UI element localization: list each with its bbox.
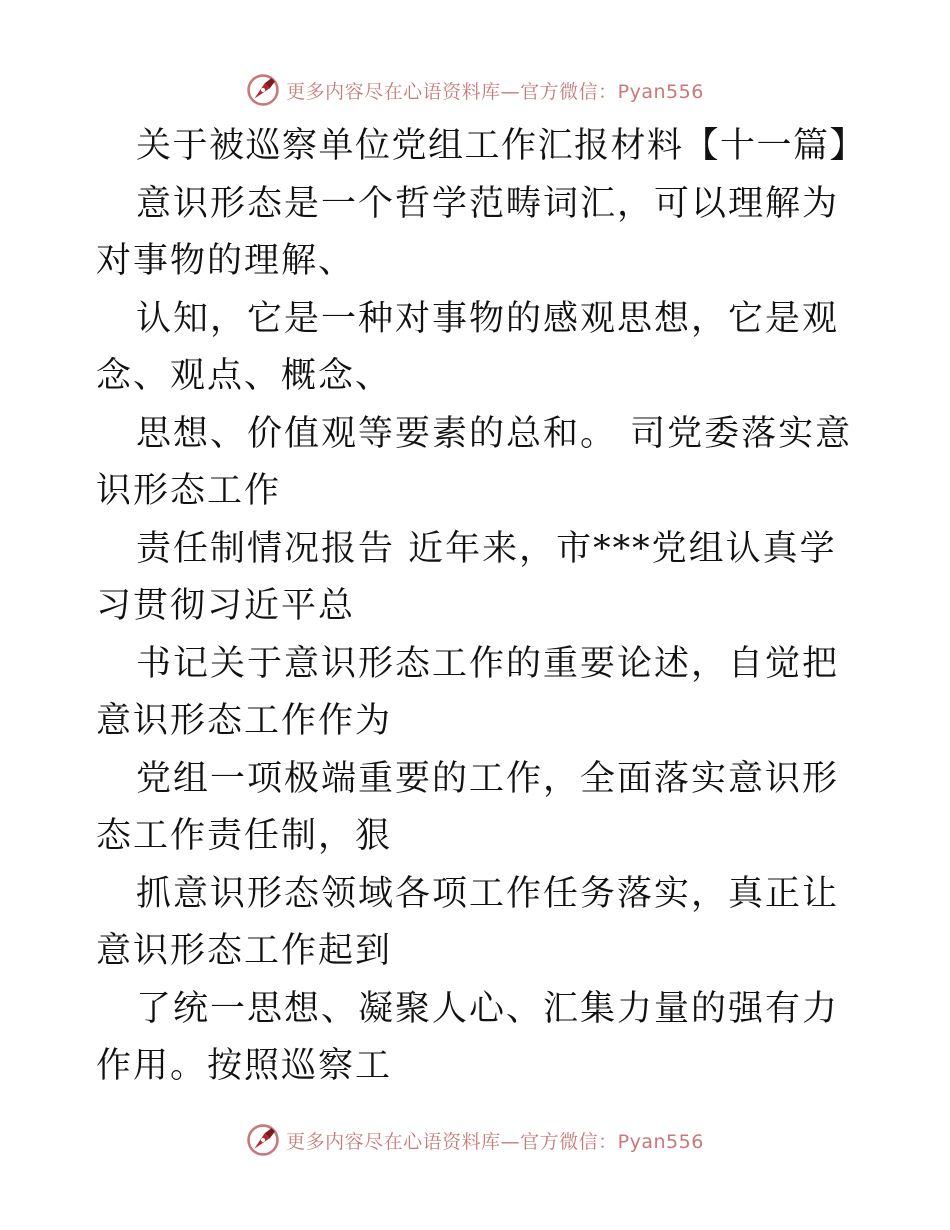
paragraph: 书记关于意识形态工作的重要论述，自觉把意识形态工作作为 bbox=[96, 643, 840, 741]
footer-watermark-banner bbox=[0, 1118, 950, 1162]
paragraph: 意识形态是一个哲学范畴词汇，可以理解为对事物的理解、 bbox=[96, 183, 840, 281]
header-watermark-banner bbox=[0, 68, 950, 112]
paragraph: 党组一项极端重要的工作，全面落实意识形态工作责任制，狠 bbox=[96, 758, 840, 856]
document-title: 关于被巡察单位党组工作汇报材料【十一篇】 bbox=[136, 126, 867, 166]
paragraph: 认知，它是一种对事物的感观思想，它是观念、观点、概念、 bbox=[96, 298, 840, 396]
paragraph: 了统一思想、凝聚人心、汇集力量的强有力作用。按照巡察工 bbox=[96, 988, 840, 1086]
paragraph: 思想、价值观等要素的总和。 司党委落实意识形态工作 bbox=[96, 413, 853, 511]
paragraph: 抓意识形态领域各项工作任务落实，真正让意识形态工作起到 bbox=[96, 873, 840, 971]
document-body bbox=[96, 118, 867, 1096]
pen-nib-logo-icon bbox=[246, 73, 280, 107]
pen-nib-logo-icon bbox=[246, 1123, 280, 1157]
paragraph: 责任制情况报告 近年来，市***党组认真学习贯彻习近平总 bbox=[96, 528, 837, 626]
watermark-text: 更多内容尽在心语资料库—官方微信：Pyan556 bbox=[286, 80, 704, 103]
watermark-text: 更多内容尽在心语资料库—官方微信：Pyan556 bbox=[286, 1130, 704, 1153]
